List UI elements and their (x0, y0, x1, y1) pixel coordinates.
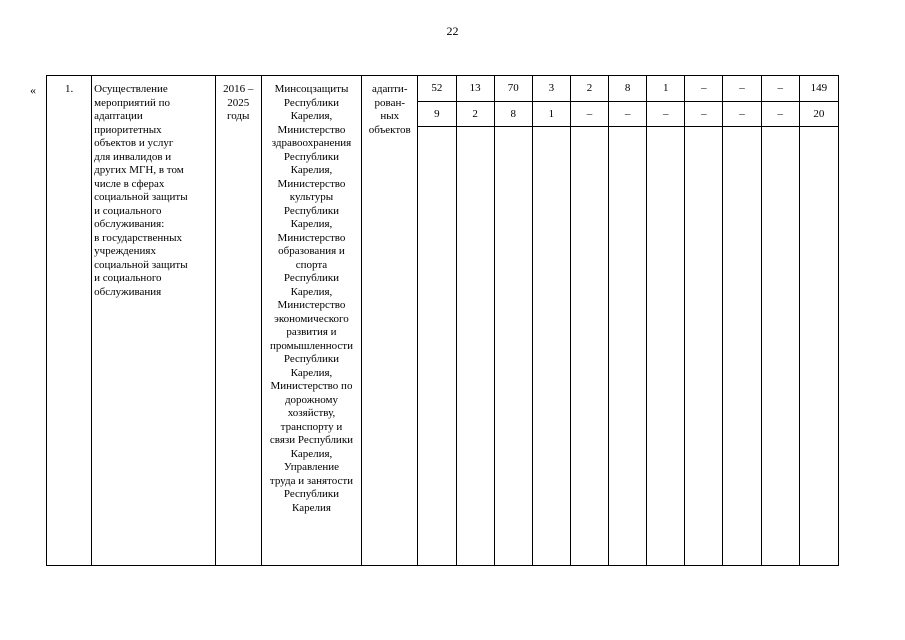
executor-line: Министерство (277, 177, 346, 190)
executor-line: Карелия, (290, 110, 333, 122)
description-line: для инвалидов и (94, 150, 172, 163)
value-cell: 2 (456, 102, 494, 127)
executor-line: спорта (295, 258, 328, 271)
value-cell: 2 (570, 76, 608, 102)
description-line: приоритетных (94, 123, 162, 136)
empty-cell (418, 127, 456, 566)
row-number-cell (47, 76, 92, 566)
executor-line: Республики (283, 353, 340, 365)
value-cell: 1 (532, 102, 570, 127)
executor-line: экономического (274, 312, 349, 325)
value-cell: – (723, 76, 761, 102)
description-line: адаптации (94, 110, 143, 122)
executor-line: Республики (283, 488, 340, 500)
description-line: мероприятий по (94, 96, 171, 109)
value-cell: 9 (418, 102, 456, 127)
executor-line: образования и (278, 245, 345, 257)
executors-cell (261, 76, 361, 566)
empty-cell (723, 127, 761, 566)
empty-cell (532, 127, 570, 566)
executor-line: Минсоцзащиты (274, 83, 349, 95)
period-line: 2016 – (223, 83, 254, 95)
executor-line: промышленности (269, 339, 353, 352)
description-line: и социального (94, 272, 162, 284)
executor-line: Карелия, (290, 285, 333, 298)
executor-line: Министерство (277, 123, 346, 136)
description-line: учреждениях (94, 245, 156, 257)
row-number: 1. (64, 83, 74, 95)
value-cell: 3 (532, 76, 570, 102)
unit-cell (362, 76, 418, 566)
empty-cell (799, 127, 838, 566)
unit-line: ных (380, 110, 400, 122)
executor-line: Карелия (292, 501, 331, 514)
executor-line: культуры (289, 191, 334, 203)
executor-line: хозяйству, (287, 407, 336, 419)
unit-line: объектов (368, 123, 411, 136)
value-cell: – (685, 102, 723, 127)
empty-cell (761, 127, 799, 566)
executor-line: Республики (283, 96, 340, 109)
empty-cell (494, 127, 532, 566)
value-cell: – (761, 76, 799, 102)
executor-line: Карелия, (290, 164, 333, 176)
executor-line: Республики (283, 150, 340, 163)
value-cell: – (570, 102, 608, 127)
description-line: обслуживания (94, 285, 162, 298)
empty-cell (570, 127, 608, 566)
value-cell: – (609, 102, 647, 127)
executor-line: Министерство (277, 299, 346, 311)
period-line: 2025 (227, 96, 250, 109)
value-cell: – (723, 102, 761, 127)
value-cell: – (761, 102, 799, 127)
value-cell: 1 (647, 76, 685, 102)
unit-line: рован- (374, 96, 405, 109)
value-cell: – (685, 76, 723, 102)
description-line: Осуществление (94, 83, 168, 95)
executor-line: Республики (283, 272, 340, 284)
value-cell: 52 (418, 76, 456, 102)
executor-line: труда и занятости (269, 474, 354, 487)
total-cell: 149 (799, 76, 838, 102)
executor-line: Карелия, (290, 366, 333, 379)
value-cell: 70 (494, 76, 532, 102)
empty-cell (456, 127, 494, 566)
executor-line: Министерство по (270, 380, 353, 392)
period-line: годы (226, 110, 250, 122)
executor-line: Управление (283, 461, 340, 473)
period-cell (215, 76, 261, 566)
value-cell: 13 (456, 76, 494, 102)
value-cell: 8 (494, 102, 532, 127)
description-line: числе в сферах (94, 177, 165, 190)
empty-cell (647, 127, 685, 566)
executor-line: здравоохранения (271, 137, 352, 149)
empty-cell (685, 127, 723, 566)
executor-line: Карелия, (290, 218, 333, 230)
table-row (47, 76, 839, 102)
executor-line: связи Республики (269, 434, 354, 446)
measure-description-cell (92, 76, 215, 566)
executor-line: Карелия, (290, 447, 333, 460)
executor-line: транспорту и (280, 420, 343, 433)
value-cell: 8 (609, 76, 647, 102)
description-line: других МГН, в том (94, 164, 184, 176)
executor-line: дорожному (284, 393, 338, 406)
program-table (46, 75, 839, 566)
total-cell: 20 (799, 102, 838, 127)
executor-line: Республики (283, 204, 340, 217)
page-number: 22 (446, 24, 459, 38)
unit-line: адапти- (372, 83, 408, 95)
description-line: и социального (94, 204, 162, 217)
empty-cell (609, 127, 647, 566)
description-line: социальной защиты (94, 258, 188, 271)
opening-quote-mark: « (30, 83, 36, 97)
description-line: социальной защиты (94, 191, 188, 203)
executor-line: Министерство (277, 231, 346, 244)
description-line: объектов и услуг (94, 137, 174, 149)
executor-line: развития и (286, 326, 337, 338)
description-line: обслуживания: (94, 218, 165, 230)
description-line: в государственных (94, 231, 183, 244)
value-cell: – (647, 102, 685, 127)
